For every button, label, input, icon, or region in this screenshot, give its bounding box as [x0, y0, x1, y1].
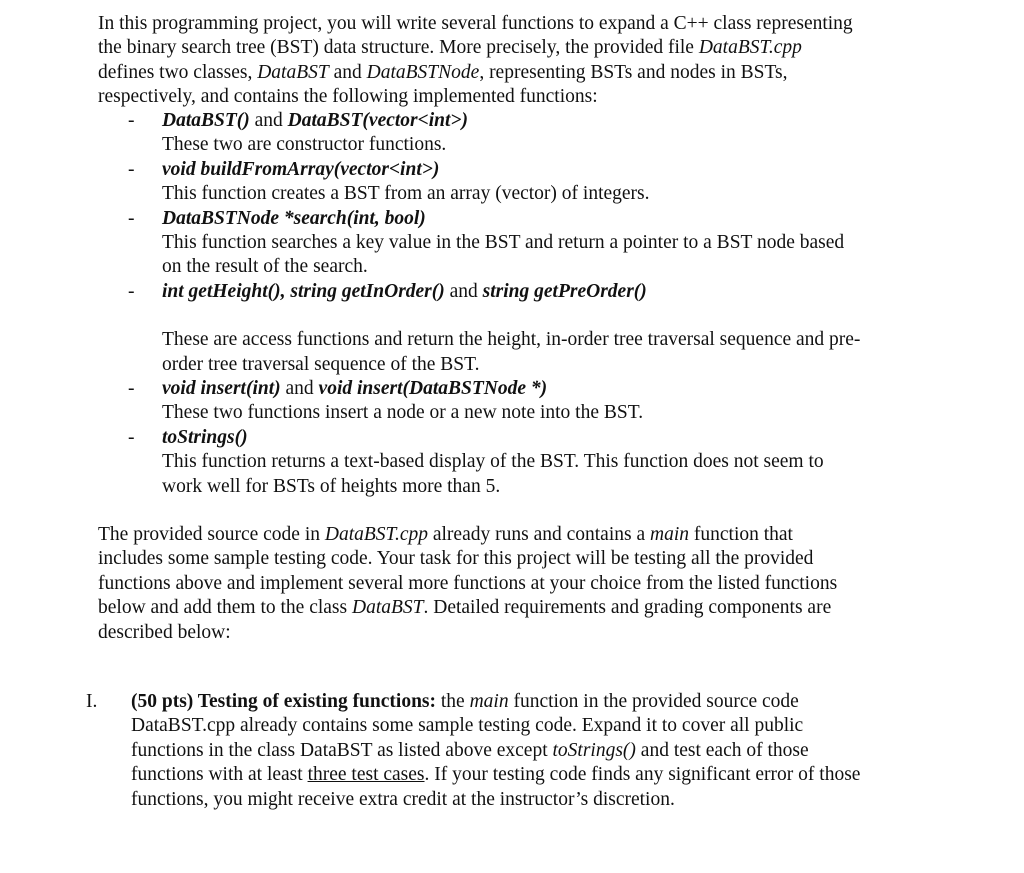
function-name: toStrings() [552, 739, 636, 761]
list-item-description: This function creates a BST from an array (vector) of integers. [162, 183, 650, 205]
list-item-description: work well for BSTs of heights more than 5. [162, 475, 501, 497]
list-item-description: These two are constructor functions. [162, 134, 447, 156]
blank-line [162, 304, 860, 328]
list-item-description: This function returns a text-based display of the BST. This function does not seem to [162, 451, 824, 473]
list-dash: - [128, 280, 135, 302]
section-line-3: functions in the class DataBST as listed above except toStrings() and test each of those [131, 739, 809, 761]
intro-line-2: the binary search tree (BST) data structure. More precisely, the provided file DataBST.cpp [98, 37, 802, 59]
file-name: DataBST.cpp [698, 37, 802, 59]
list-dash: - [128, 378, 135, 400]
list-item-heading: DataBST() and DataBST(vector<int>) [162, 110, 469, 131]
section-line-2: DataBST.cpp already contains some sample testing code. Expand it to cover all public [131, 715, 804, 737]
list-item-description: This function searches a key value in the BST and return a pointer to a BST node based [162, 232, 845, 254]
list-item [112, 280, 860, 377]
list-item-heading: DataBSTNode *search(int, bool) [162, 207, 426, 229]
list-item [112, 158, 860, 207]
list-dash: - [128, 158, 135, 180]
list-item-heading: void insert(int) and void insert(DataBSTNode *) [162, 378, 548, 400]
function-list [112, 109, 860, 499]
class-name: DataBST [351, 597, 424, 619]
task-paragraph [98, 523, 837, 645]
section-number: I. [86, 691, 98, 712]
list-dash: - [128, 207, 135, 229]
task-line-2: includes some sample testing code. Your task for this project will be testing all the provided [98, 548, 814, 570]
file-name: DataBST.cpp [324, 524, 428, 545]
list-item [112, 109, 860, 158]
intro-line-3: defines two classes, DataBST and DataBSTNode, representing BSTs and nodes in BSTs, [98, 61, 788, 83]
list-item [112, 426, 860, 499]
list-dash: - [128, 110, 135, 131]
list-item [112, 377, 860, 426]
section-line-4: functions with at least three test cases. If your testing code finds any significant error of those [131, 764, 861, 786]
section-title: (50 pts) Testing of existing functions: [131, 691, 436, 712]
list-item-description: order tree traversal sequence of the BST. [162, 353, 480, 375]
underlined-text: three test cases [307, 764, 425, 786]
section-body [131, 690, 860, 812]
task-line-4: below and add them to the class DataBST. Detailed requirements and grading components are [98, 597, 832, 619]
class-name: DataBST [257, 61, 329, 83]
task-line-5: described below: [98, 621, 231, 643]
intro-line-4: respectively, and contains the following implemented functions: [98, 86, 598, 108]
list-item-description: on the result of the search. [162, 256, 368, 278]
list-item-heading: toStrings() [162, 426, 248, 448]
task-line-1: The provided source code in DataBST.cpp already runs and contains a main function that [98, 524, 793, 545]
task-line-3: functions above and implement several more functions at your choice from the listed functions [98, 572, 838, 594]
class-name: DataBSTNode [366, 61, 480, 83]
section-line-1: (50 pts) Testing of existing functions: the main function in the provided source code [131, 691, 799, 712]
section-line-5: functions, you might receive extra credit at the instructor’s discretion. [131, 788, 675, 810]
intro-paragraph [98, 12, 853, 110]
list-item-heading: int getHeight(), string getInOrder() and string getPreOrder() [162, 280, 647, 302]
list-item-description: These two functions insert a node or a new note into the BST. [162, 402, 644, 424]
intro-line-1: In this programming project, you will write several functions to expand a C++ class representing [98, 13, 853, 34]
list-item [112, 207, 860, 280]
function-name: main [650, 524, 689, 545]
list-item-heading: void buildFromArray(vector<int>) [162, 158, 440, 180]
function-name: main [469, 691, 509, 712]
list-dash: - [128, 426, 135, 448]
list-item-description: These are access functions and return the height, in-order tree traversal sequence and pre- [162, 329, 861, 351]
